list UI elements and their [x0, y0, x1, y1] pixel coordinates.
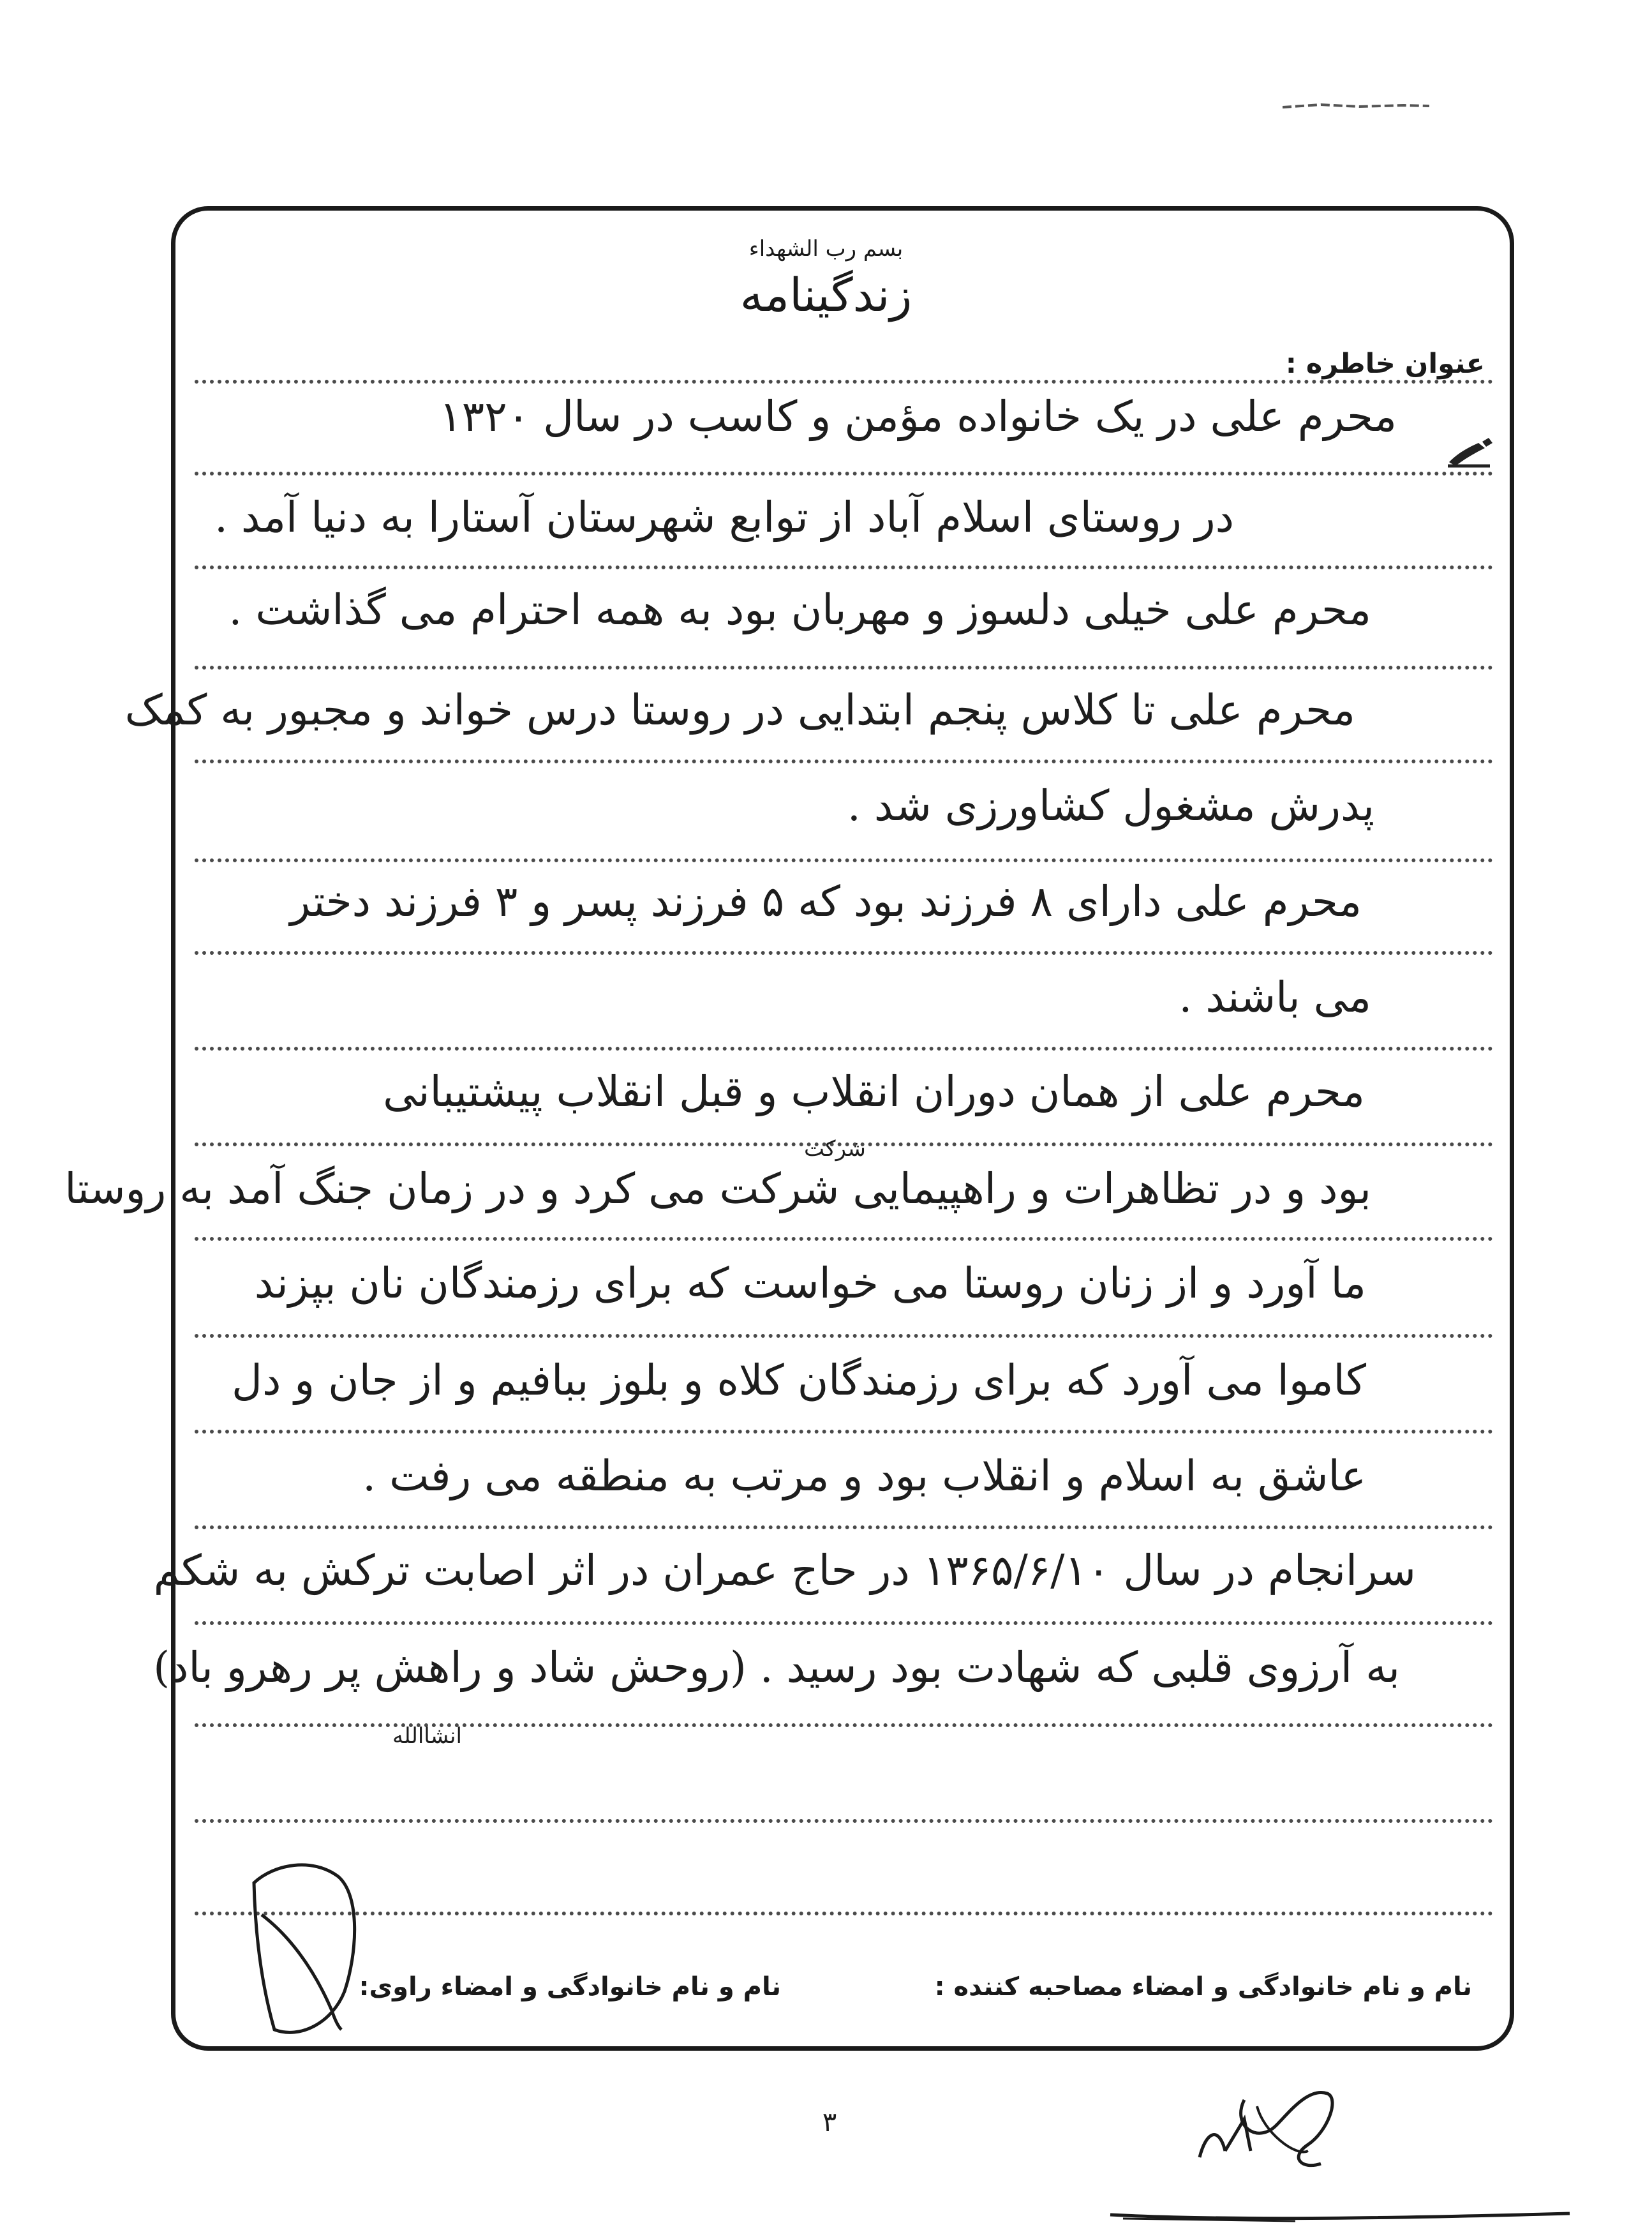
insertion-above-line: شرکت	[804, 1136, 866, 1162]
ruled-line	[195, 1525, 1493, 1529]
ruled-line	[195, 380, 1493, 384]
ruled-line	[195, 760, 1493, 763]
ruled-line	[195, 1912, 1493, 1915]
handwritten-line-4: محرم علی تا کلاس پنجم ابتدایی در روستا درس خواند و مجبور به کمک	[124, 685, 1355, 735]
handwritten-line-10: ما آورد و از زنان روستا می خواست که برای رزمندگان نان بپزند	[254, 1259, 1366, 1308]
ruled-line	[195, 565, 1493, 569]
ruled-line	[195, 1723, 1493, 1727]
ruled-line	[195, 1047, 1493, 1051]
memory-title-label: عنوان خاطره :	[1285, 348, 1485, 380]
handwritten-line-6: محرم علی دارای ۸ فرزند بود که ۵ فرزند پسر و ۳ فرزند دختر	[290, 877, 1362, 926]
handwritten-note: انشاالله	[392, 1723, 462, 1749]
handwritten-line-5: پدرش مشغول کشاورزی شد .	[847, 781, 1374, 830]
form-frame	[171, 206, 1514, 2051]
handwritten-line-9: بود و در تظاهرات و راهپیمایی شرکت می کرد و در زمان جنگ آمد به روستا	[64, 1164, 1371, 1213]
ruled-line	[195, 1237, 1493, 1241]
ruled-line	[195, 858, 1493, 862]
handwritten-line-12: عاشق به اسلام و انقلاب بود و مرتب به منطقه می رفت .	[362, 1451, 1366, 1501]
ruled-line	[195, 1621, 1493, 1625]
ruled-line	[195, 1819, 1493, 1823]
page-number: ۳	[822, 2106, 837, 2138]
ruled-line	[195, 951, 1493, 955]
pen-writing-icon	[1445, 434, 1496, 470]
ruled-line	[195, 1430, 1493, 1434]
interviewer-signature	[1098, 2023, 1576, 2234]
interviewer-signature-label: نام و نام خانوادگی و امضاء مصاحبه کننده :	[934, 1972, 1472, 2002]
scanner-speck	[1283, 96, 1429, 115]
ruled-line	[195, 1334, 1493, 1338]
document-title: زندگینامه	[740, 268, 912, 322]
narrator-signature-label: نام و نام خانوادگی و امضاء راوی:	[359, 1972, 781, 2002]
ruled-line	[195, 666, 1493, 670]
handwritten-line-3: محرم علی خیلی دلسوز و مهربان بود به همه احترام می گذاشت .	[228, 585, 1371, 634]
handwritten-line-1: محرم علی در یک خانواده مؤمن و کاسب در سال ۱۳۲۰	[439, 392, 1397, 441]
handwritten-line-13: سرانجام در سال ۱۳۶۵/۶/۱۰ در حاج عمران در اثر اصابت ترکش به شکم	[153, 1546, 1416, 1595]
handwritten-line-14: به آرزوی قلبی که شهادت بود رسید . (روحش شاد و راهش پر رهرو باد)	[153, 1643, 1400, 1692]
handwritten-line-7: می باشند .	[1179, 973, 1371, 1022]
narrator-signature	[236, 1857, 364, 2042]
handwritten-line-11: کاموا می آورد که برای رزمندگان کلاه و بلوز ببافیم و از جان و دل	[231, 1356, 1366, 1405]
handwritten-line-8: محرم علی از همان دوران انقلاب و قبل انقلاب پیشتیبانی	[383, 1067, 1365, 1116]
handwritten-line-2: در روستای اسلام آباد از توابع شهرستان آستارا به دنیا آمد .	[214, 493, 1234, 542]
basmala-heading: بسم رب الشهداء	[748, 236, 904, 262]
ruled-line	[195, 472, 1493, 476]
